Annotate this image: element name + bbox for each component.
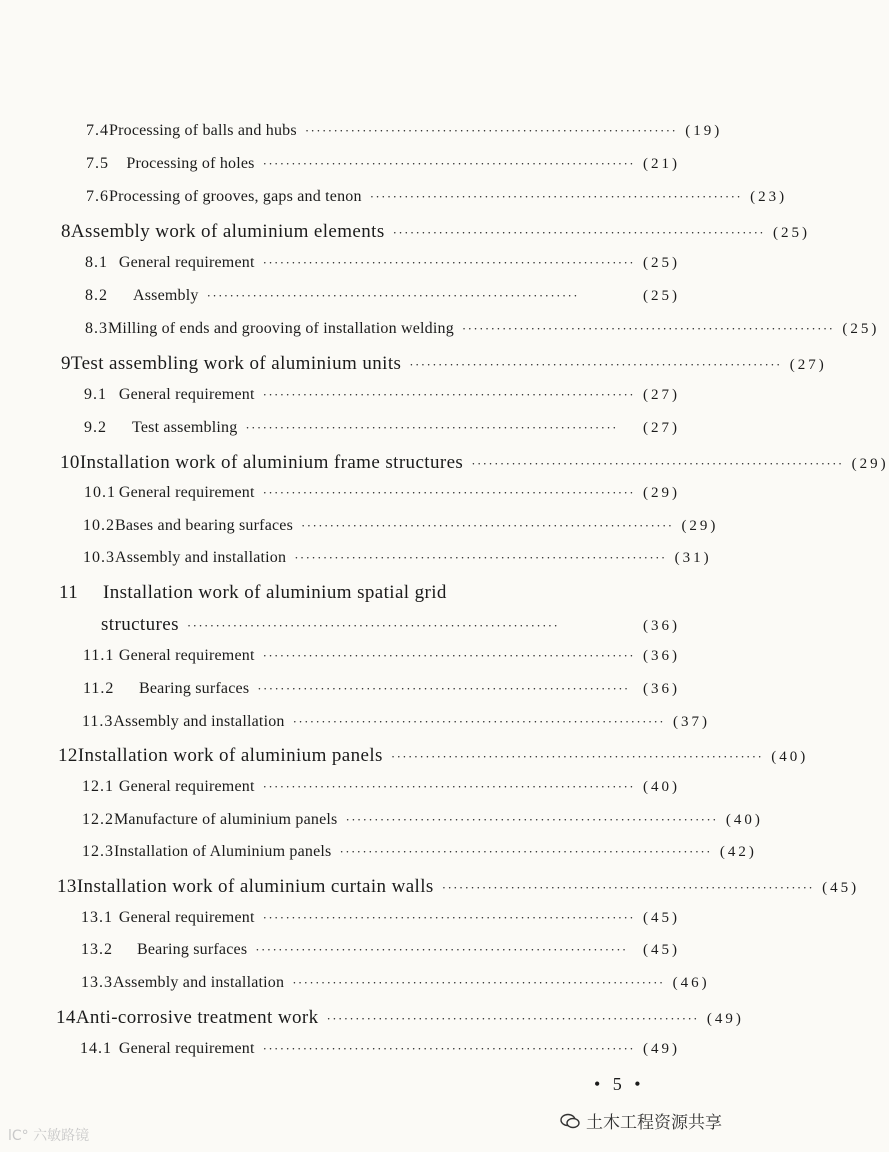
toc-page-number: (36): [643, 618, 680, 634]
toc-chapter-entry[interactable]: [57, 876, 860, 904]
toc-entry-title: Assembly: [133, 287, 199, 304]
toc-page-number: (25): [643, 288, 680, 304]
toc-entry-title: Test assembling: [132, 419, 238, 436]
toc-page-number: (42): [719, 844, 757, 860]
toc-entry-title: Assembly and installation: [113, 974, 285, 991]
toc-entry-title: General requirement: [118, 484, 255, 501]
toc-entry-title: Processing of balls and hubs: [109, 122, 297, 139]
toc-section-entry[interactable]: [83, 647, 680, 675]
toc-entry-number: 12.1: [82, 778, 114, 795]
toc-section-entry[interactable]: [84, 386, 680, 414]
toc-page-number: (23): [750, 189, 788, 205]
toc-entry-number: 13.3: [81, 974, 113, 991]
toc-chapter-entry[interactable]: [61, 353, 827, 381]
toc-page-number: (49): [706, 1011, 744, 1027]
toc-leader-dots: ·································································: [301, 518, 674, 533]
toc-entry-title: Processing of holes: [126, 155, 255, 172]
watermark-right-text: 土木工程资源共享: [586, 1113, 722, 1133]
toc-entry-number: 11: [59, 582, 79, 603]
toc-entry-title: Installation work of aluminium curtain walls: [76, 876, 434, 897]
wechat-icon: [560, 1113, 580, 1129]
toc-leader-dots: ·································································: [186, 618, 560, 633]
toc-entry-title: Processing of grooves, gaps and tenon: [109, 188, 362, 205]
toc-section-entry[interactable]: [84, 484, 680, 512]
toc-section-entry[interactable]: [82, 778, 680, 806]
toc-page-number: (29): [681, 518, 719, 534]
toc-leader-dots: ·································································: [392, 225, 766, 240]
toc-leader-dots: ·································································: [345, 812, 718, 827]
toc-entry-title-continuation: structures: [101, 614, 179, 635]
toc-entry-number: 12: [58, 745, 78, 766]
toc-entry-number: 13.1: [81, 909, 113, 926]
toc-leader-dots: ·································································: [390, 749, 764, 764]
toc-page-number: (45): [643, 910, 680, 926]
toc-entry-number: 7.5: [86, 155, 109, 172]
toc-entry-title: General requirement: [118, 386, 255, 403]
toc-page-number: (46): [672, 975, 710, 991]
toc-section-entry[interactable]: [83, 549, 712, 577]
toc-page-number: (27): [643, 420, 680, 436]
toc-leader-dots: ·································································: [262, 910, 635, 925]
toc-entry-number: 10.2: [83, 517, 115, 534]
toc-leader-dots: ·································································: [304, 123, 678, 138]
toc-section-entry[interactable]: [83, 517, 719, 545]
toc-entry-title: Assembly work of aluminium elements: [70, 221, 385, 242]
toc-entry-number: 11.3: [82, 713, 114, 730]
toc-entry-number: 12.3: [82, 843, 114, 860]
toc-page-number: (40): [725, 812, 763, 828]
toc-leader-dots: ·································································: [461, 321, 835, 336]
toc-page-number: (40): [771, 749, 809, 765]
page-folio: • 5 •: [594, 1074, 645, 1094]
toc-entry-number: 8.2: [85, 287, 108, 304]
toc-leader-dots: ·································································: [262, 648, 635, 663]
toc-entry-number: 9.1: [84, 386, 107, 403]
toc-page-number: (25): [643, 255, 680, 271]
toc-section-entry[interactable]: [85, 320, 880, 348]
toc-entry-title: Bases and bearing surfaces: [115, 517, 294, 534]
toc-section-entry[interactable]: [86, 188, 788, 216]
toc-entry-title: Installation work of aluminium panels: [77, 745, 383, 766]
toc-leader-dots: ·································································: [262, 1041, 635, 1056]
toc-entry-number: 10.3: [83, 549, 115, 566]
toc-leader-dots: ·································································: [326, 1011, 699, 1026]
toc-leader-dots: ·································································: [471, 456, 844, 471]
toc-entry-title: Bearing surfaces: [137, 941, 248, 958]
toc-chapter-entry[interactable]: [59, 582, 680, 610]
toc-entry-title: General requirement: [118, 909, 255, 926]
toc-entry-title: Installation work of aluminium spatial grid: [103, 582, 447, 603]
toc-entry-title: Milling of ends and grooving of installation welding: [108, 320, 454, 337]
toc-chapter-entry[interactable]: [61, 221, 811, 249]
toc-entry-number: 11.1: [83, 647, 115, 664]
toc-section-entry[interactable]: [82, 843, 757, 871]
toc-entry-title: Assembly and installation: [115, 549, 287, 566]
toc-section-entry[interactable]: [85, 287, 680, 315]
toc-section-entry[interactable]: [85, 254, 680, 282]
toc-entry-title: General requirement: [118, 254, 255, 271]
toc-page-number: (49): [643, 1041, 680, 1057]
toc-leader-dots: ·································································: [206, 288, 580, 303]
toc-entry-number: 13.2: [81, 941, 113, 958]
toc-page-number: (29): [643, 485, 680, 501]
toc-entry-number: 14.1: [80, 1040, 112, 1057]
toc-entry-number: 9.2: [84, 419, 107, 436]
toc-section-entry[interactable]: [86, 122, 723, 150]
toc-page-number: (36): [643, 648, 680, 664]
toc-entry-title: Bearing surfaces: [139, 680, 250, 697]
toc-leader-dots: ·································································: [292, 975, 665, 990]
toc-entry-number: 11.2: [83, 680, 115, 697]
toc-entry-title: Test assembling work of aluminium units: [70, 353, 402, 374]
toc-entry-number: 10.1: [84, 484, 116, 501]
toc-page-number: (45): [643, 942, 680, 958]
toc-chapter-entry-continuation[interactable]: [101, 614, 680, 642]
toc-page-number: (19): [685, 123, 723, 139]
toc-chapter-entry[interactable]: [60, 452, 889, 480]
toc-leader-dots: ·································································: [262, 485, 635, 500]
toc-leader-dots: ·································································: [257, 681, 630, 696]
toc-page-number: (40): [643, 779, 680, 795]
toc-leader-dots: ·································································: [262, 779, 635, 794]
toc-entry-title: General requirement: [118, 647, 255, 664]
toc-page-number: (25): [842, 321, 880, 337]
toc-page-number: (37): [673, 714, 711, 730]
toc-entry-number: 9: [61, 353, 71, 374]
toc-leader-dots: ·································································: [294, 550, 667, 565]
toc-leader-dots: ·································································: [441, 880, 815, 895]
toc-leader-dots: ·································································: [255, 942, 628, 957]
toc-page-number: (27): [643, 387, 680, 403]
toc-entry-number: 12.2: [82, 811, 114, 828]
toc-page-number: (21): [643, 156, 680, 172]
toc-section-entry[interactable]: [86, 155, 680, 183]
toc-section-entry[interactable]: [82, 811, 763, 839]
toc-leader-dots: ·································································: [339, 844, 712, 859]
toc-entry-number: 8.3: [85, 320, 108, 337]
toc-leader-dots: ·································································: [262, 255, 635, 270]
toc-page-number: (45): [822, 880, 860, 896]
toc-leader-dots: ·································································: [245, 420, 618, 435]
toc-entry-number: 13: [57, 876, 77, 897]
toc-leader-dots: ·································································: [292, 714, 666, 729]
toc-entry-title: General requirement: [118, 1040, 255, 1057]
toc-entry-title: General requirement: [118, 778, 255, 795]
toc-entry-number: 10: [60, 452, 80, 473]
toc-page-number: (27): [789, 357, 827, 373]
toc-entry-title: Assembly and installation: [113, 713, 285, 730]
toc-section-entry[interactable]: [81, 909, 680, 937]
toc-entry-number: 8: [61, 221, 71, 242]
toc-entry-title: Anti-corrosive treatment work: [75, 1007, 319, 1028]
toc-entry-number: 14: [56, 1007, 76, 1028]
toc-page-number: (29): [851, 456, 889, 472]
toc-leader-dots: ·································································: [369, 189, 743, 204]
toc-entry-title: Manufacture of aluminium panels: [114, 811, 338, 828]
toc-leader-dots: ·································································: [262, 156, 635, 171]
toc-section-entry[interactable]: [82, 713, 711, 741]
toc-page-number: (31): [674, 550, 712, 566]
toc-entry-number: 7.6: [86, 188, 109, 205]
toc-leader-dots: ·································································: [409, 357, 782, 372]
toc-entry-number: 7.4: [86, 122, 109, 139]
toc-section-entry[interactable]: [84, 419, 680, 447]
toc-chapter-entry[interactable]: [56, 1007, 744, 1035]
toc-section-entry[interactable]: [81, 974, 710, 1002]
toc-chapter-entry[interactable]: [58, 745, 809, 773]
toc-section-entry[interactable]: [81, 941, 680, 969]
toc-entry-title: Installation work of aluminium frame structures: [79, 452, 464, 473]
toc-section-entry[interactable]: [80, 1040, 680, 1068]
toc-page-number: (25): [773, 225, 811, 241]
watermark-right: [560, 1108, 722, 1133]
watermark-left: lC° 六敏路镜: [8, 1128, 90, 1144]
toc-section-entry[interactable]: [83, 680, 680, 708]
toc-leader-dots: ·································································: [262, 387, 635, 402]
toc-entry-number: 8.1: [85, 254, 108, 271]
toc-entry-title: Installation of Aluminium panels: [114, 843, 332, 860]
toc-page-number: (36): [643, 681, 680, 697]
